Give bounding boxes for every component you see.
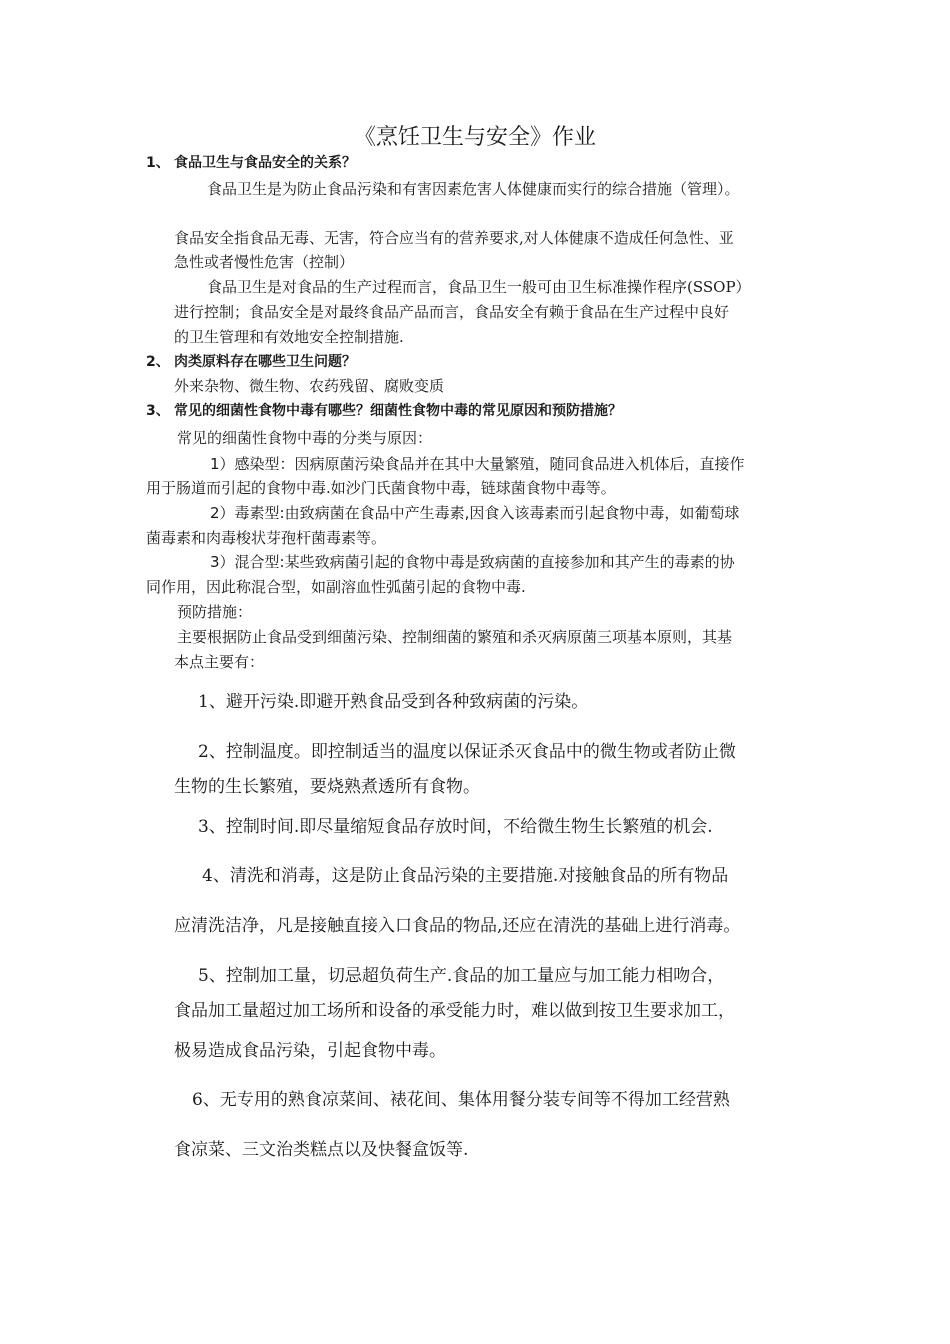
measure-line: 6、无专用的熟食凉菜间、裱花间、集体用餐分装专间等不得加工经营熟: [192, 1090, 730, 1110]
measure-line: 1、避开污染.即避开熟食品受到各种致病菌的污染。: [198, 692, 589, 712]
q1-line: 食品安全指食品无毒、无害，符合应当有的营养要求,对人体健康不造成任何急性、亚: [174, 229, 734, 247]
question-1-text: 食品卫生与食品安全的关系？: [174, 155, 356, 171]
q1-line: 进行控制；食品安全是对最终食品产品而言，食品安全有赖于食品在生产过程中良好: [174, 303, 730, 321]
measure-line: 食品加工量超过加工场所和设备的承受能力时，难以做到按卫生要求加工，: [174, 1001, 735, 1021]
q1-line: 食品卫生是对食品的生产过程而言，食品卫生一般可由卫生标准操作程序(SSOP）: [207, 278, 751, 296]
question-3: [146, 400, 622, 420]
measure-line: 生物的生长繁殖，要烧熟煮透所有食物。: [174, 777, 480, 797]
q3-line: 主要根据防止食品受到细菌污染、控制细菌的繁殖和杀灭病原菌三项基本原则，其基: [177, 628, 733, 646]
question-3-number: 3、: [146, 403, 170, 419]
measure-line: 食凉菜、三文治类糕点以及快餐盒饭等.: [174, 1140, 469, 1160]
question-2: [146, 351, 356, 371]
q1-line: 急性或者慢性危害（控制）: [174, 253, 355, 271]
q3-line: 3）混合型:某些致病菌引起的食物中毒是致病菌的直接参加和其产生的毒素的协: [210, 553, 735, 571]
measure-line: 2、控制温度。即控制适当的温度以保证杀灭食品中的微生物或者防止微: [198, 742, 736, 762]
question-1: [146, 152, 356, 172]
q3-line: 同作用，因此称混合型，如副溶血性弧菌引起的食物中毒.: [146, 578, 526, 596]
measure-line: 3、控制时间.即尽量缩短食品存放时间，不给微生物生长繁殖的机会.: [198, 817, 713, 837]
q3-line: 预防措施：: [177, 603, 253, 621]
page-title: 《烹饪卫生与安全》作业: [353, 125, 596, 150]
q1-line: 食品卫生是为防止食品污染和有害因素危害人体健康而实行的综合措施（管理）。: [207, 180, 740, 198]
q3-line: 本点主要有：: [174, 653, 265, 671]
q3-line: 2）毒素型:由致病菌在食品中产生毒素,因食入该毒素而引起食物中毒，如葡萄球: [210, 504, 740, 522]
q2-answer: 外来杂物、微生物、农药残留、腐败变质: [174, 377, 445, 395]
q1-line: 的卫生管理和有效地安全控制措施.: [174, 328, 404, 346]
measure-line: 极易造成食品污染，引起食物中毒。: [174, 1041, 446, 1061]
question-1-number: 1、: [146, 155, 170, 171]
measure-line: 5、控制加工量，切忌超负荷生产.食品的加工量应与加工能力相吻合，: [198, 966, 725, 986]
q3-line: 用于肠道而引起的食物中毒.如沙门氏菌食物中毒，链球菌食物中毒等。: [146, 479, 616, 497]
q3-line: 菌毒素和肉毒梭状芽孢杆菌毒素等。: [146, 529, 387, 547]
q3-line: 1）感染型：因病原菌污染食品并在其中大量繁殖，随同食品进入机体后，直接作: [210, 455, 745, 473]
question-2-number: 2、: [146, 354, 170, 370]
measure-line: 4、清洗和消毒，这是防止食品污染的主要措施.对接触食品的所有物品: [202, 866, 729, 886]
question-2-text: 肉类原料存在哪些卫生问题？: [174, 354, 356, 370]
question-3-text: 常见的细菌性食物中毒有哪些？细菌性食物中毒的常见原因和预防措施？: [174, 403, 622, 419]
q3-line: 常见的细菌性食物中毒的分类与原因：: [177, 429, 433, 447]
measure-line: 应清洗洁净，凡是接触直接入口食品的物品,还应在清洗的基础上进行消毒。: [174, 916, 741, 936]
